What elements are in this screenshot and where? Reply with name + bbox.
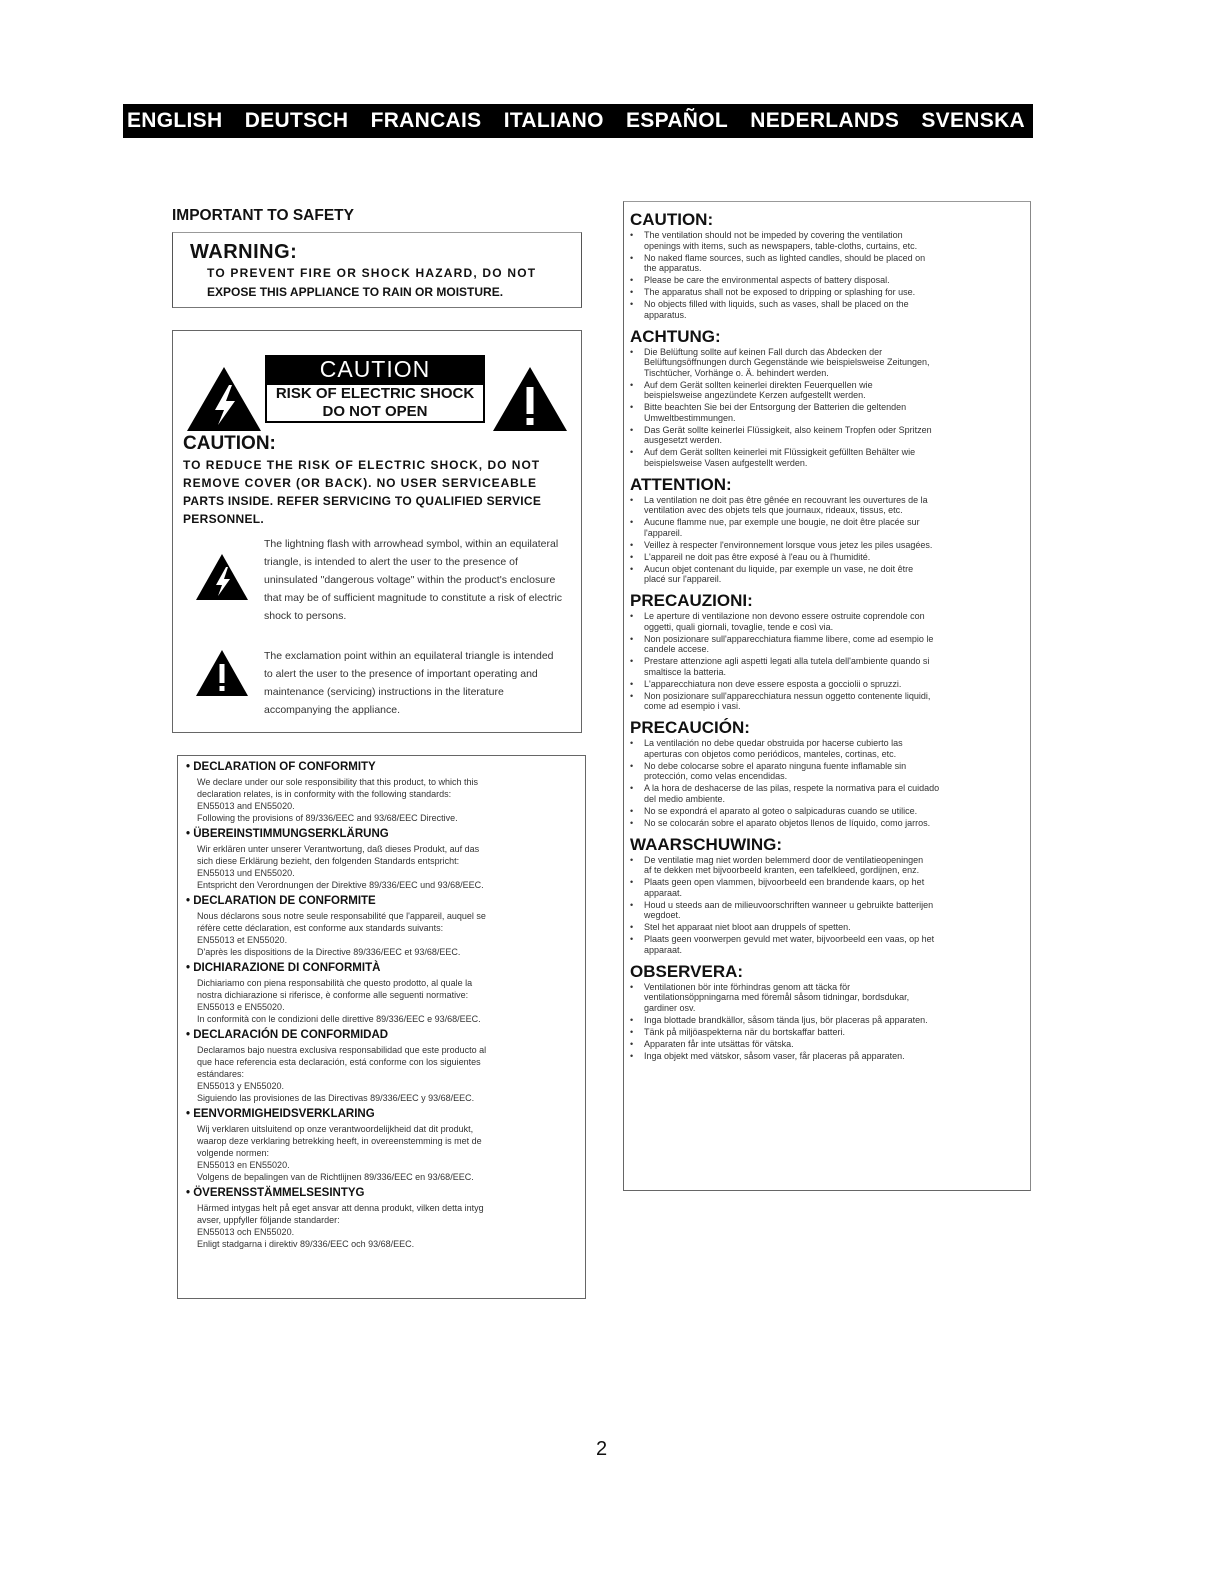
exclamation-triangle-icon [491,365,569,433]
precaution-item-line: Aucune flamme nue, par exemple une bougie, ne doit être placée sur [644,517,920,527]
bullet-icon: • [630,379,634,390]
precaution-item [630,495,1025,516]
declaration-text-line: Volgens de bepalingen van de Richtlijnen 89/336/EEC en 93/68/EEC. [197,1172,474,1182]
bullet-icon: • [630,447,634,457]
precaution-item-line: protección, como velas encendidas. [644,771,788,781]
declaration-text-line: waarop deze verklaring betrekking heeft, in overeenstemming is met de [197,1136,482,1146]
precaution-item [630,1027,1025,1038]
precaution-item-line: No naked flame sources, such as lighted candles, should be placed on [644,252,926,263]
bullet-icon: • [630,877,634,887]
precaution-item-line: l'appareil. [644,527,683,538]
precaution-item [630,425,1025,446]
precaution-item-line: come ad esempio i vasi. [644,701,741,711]
precaution-item-line: placé sur l'appareil. [644,574,722,584]
declaration-text-line: estándares: [197,1069,245,1079]
bullet-icon: • [630,299,634,309]
warning-title: WARNING: [190,241,298,263]
precaution-item-line: af te dekken met bijvoorbeeld kranten, een tafelkleed, gordijnen, enz. [644,865,920,875]
precaution-title: CAUTION: [630,210,714,229]
precaution-item-line: The ventilation should not be impeded by covering the ventilation [644,230,903,240]
bullet-icon: • [630,252,634,263]
declaration-text-line: D'après les dispositions de la Directive 89/336/EEC et 93/68/EEC. [197,947,461,957]
bullet-icon: • [630,563,634,574]
bullet-icon: • [630,981,634,992]
declaration-text-line: Following the provisions of 89/336/EEC and 93/68/EEC Directive. [197,813,458,823]
declaration-text-line: We declare under our sole responsibility that this product, to which this [197,777,478,787]
precaution-item [630,806,1025,817]
safety-heading: IMPORTANT TO SAFETY [172,207,354,224]
precaution-item-line: The apparatus shall not be exposed to dripping or splashing for use. [644,287,916,297]
declaration-text-line: Wir erklären unter unserer Verantwortung, daß dieses Produkt, auf das [197,844,480,854]
precaution-item [630,634,1025,655]
caution-line-3: PARTS INSIDE. REFER SERVICING TO QUALIFIED SERVICE [183,494,542,508]
declaration-heading: • EENVORMIGHEIDSVERKLARING [186,1108,375,1120]
precaution-item-line: Belüftungsöffnungen durch Gegenstände wie beispielsweise Zeitungen, [644,357,930,367]
lang-italiano: ITALIANO [503,109,604,132]
bullet-icon: • [630,922,634,932]
precaution-title: WAARSCHUWING: [630,834,783,854]
precaution-item [630,253,1025,274]
precaution-item-line: No objects filled with liquids, such as vases, shall be placed on the [644,299,909,309]
exclamation-description: The exclamation point within an equilateral triangle is intended to alert the user to the presence of important operating and maintenance (servicing) instructions in the literature accompanying the appliance. [264,650,554,716]
precaution-item [630,656,1025,677]
precaution-item [630,275,1025,286]
bullet-icon: • [630,1014,634,1025]
bullet-icon: • [630,551,634,562]
precaution-item-line: La ventilation ne doit pas être gênée en recouvrant les ouvertures de la [644,494,928,505]
lang-nederlands: NEDERLANDS [750,109,900,132]
warning-line-1: TO PREVENT FIRE OR SHOCK HAZARD, DO NOT [207,266,537,280]
declaration-text-line: EN55013 und EN55020. [197,868,295,878]
declaration-text-line: Declaramos bajo nuestra exclusiva responsabilidad que este producto al [197,1045,487,1055]
warning-line-2: EXPOSE THIS APPLIANCE TO RAIN OR MOISTURE. [207,285,504,299]
bullet-icon: • [630,817,634,828]
declaration-text-line: nostra dichiarazione si riferisce, è conforme alle seguenti normative: [197,990,469,1000]
page-number: 2 [596,1438,608,1460]
declaration-text-line: EN55013 en EN55020. [197,1160,290,1170]
precaution-item-line: Tänk på miljöaspekterna när du bortskaffar batteri. [644,1026,845,1037]
precaution-item [630,552,1025,563]
precaution-item [630,447,1025,468]
precaution-item-line: Plaats geen open vlammen, bijvoorbeeld een brandende kaars, op het [644,877,925,887]
precaution-item-line: Veillez à respecter l'environnement lorsque vous jetez les piles usagées. [644,539,933,550]
precaution-item [630,934,1025,955]
declaration-text-line: que hace referencia esta declaración, está conforme con los siguientes [197,1057,481,1067]
precaution-item [630,380,1025,401]
bullet-icon: • [630,934,634,944]
bullet-icon: • [630,424,634,435]
precaution-item [630,922,1025,933]
declaration-heading: • DICHIARAZIONE DI CONFORMITÀ [186,962,381,974]
precaution-item [630,877,1025,898]
bullet-icon: • [630,346,634,357]
precaution-item [630,402,1025,423]
precaution-title: OBSERVERA: [630,961,744,981]
declaration-text-line: Siguiendo las provisiones de las Directivas 89/336/EEC y 93/68/EEC. [197,1093,475,1103]
declaration-text-line: Nous déclarons sous notre seule responsabilité que l'appareil, auquel se [197,911,486,921]
bullet-icon: • [630,1026,634,1037]
bullet-icon: • [630,517,634,527]
declaration-box [177,755,586,1299]
precaution-item-line: L'appareil ne doit pas être exposé à l'eau ou à l'humidité. [644,551,871,562]
declaration-text-line: In conformità con le condizioni delle direttive 89/336/EEC e 93/68/EEC. [197,1014,481,1024]
declaration-text-line: Dichiariamo con piena responsabilità che questo prodotto, al quale la [197,978,473,988]
caution-label-risk [265,383,485,423]
bullet-icon: • [630,854,634,865]
precaution-item-line: openings with items, such as newspapers, table-cloths, curtains, etc. [644,240,918,251]
precaution-item-line: ausgesetzt werden. [644,435,723,445]
precaution-item-line: the apparatus. [644,263,702,273]
bullet-icon: • [630,690,634,701]
precaution-item-line: Non posizionare sull'apparecchiatura fiamme libere, come ad esempio le [644,633,934,644]
declaration-text-line: sich diese Erklärung bezieht, den folgenden Standards entspricht: [197,856,460,866]
precaution-item-line: Le aperture di ventilazione non devono essere ostruite coprendole con [644,611,925,621]
caution-label-title: CAUTION [265,355,485,383]
bullet-icon: • [630,611,634,621]
caution-box [172,330,582,733]
precaution-item-line: Stel het apparaat niet bloot aan druppels of spetten. [644,922,851,932]
precaution-item-line: Houd u steeds aan de milieuvoorschriften wanneer u gebruikte batterijen [644,899,934,910]
precaution-item-line: Apparaten får inte utsättas för vätska. [644,1038,794,1049]
declaration-text-line: EN55013 et EN55020. [197,935,288,945]
precaution-item-line: wegdoet. [644,910,681,920]
precaution-item [630,517,1025,538]
precaution-item [630,540,1025,551]
precaution-item [630,900,1025,921]
precaution-title: ACHTUNG: [630,326,721,346]
declaration-text-line: EN55013 and EN55020. [197,801,295,811]
precaution-item-line: smaltisce la batteria. [644,666,727,677]
lang-francais: FRANCAIS [370,109,482,132]
bullet-icon: • [630,805,634,816]
precaution-item [630,299,1025,320]
precaution-item-line: Aucun objet contenant du liquide, par exemple un vase, ne doit être [644,563,914,574]
lightning-triangle-icon [185,365,263,433]
precaution-item-line: apparaat. [644,944,683,955]
bullet-icon: • [630,1038,634,1049]
bullet-icon: • [630,402,634,412]
precaution-item [630,982,1025,1014]
precaution-title: ATTENTION: [630,474,732,494]
bullet-icon: • [630,783,634,793]
precaution-item-line: Plaats geen voorwerpen gevuld met water, bijvoorbeeld een vaas, op het [644,934,935,944]
precaution-item-line: A la hora de deshacerse de las pilas, respete la normativa para el cuidado [644,783,940,793]
precaution-item [630,230,1025,251]
declaration-heading: • ÜBEREINSTIMMUNGSERKLÄRUNG [186,828,389,840]
declaration-text-line: Wij verklaren uitsluitend op onze verantwoordelijkheid dat dit produkt, [197,1124,474,1134]
precaution-item-line: Das Gerät sollte keinerlei Flüssigkeit, also keinem Tropfen oder Spritzen [644,424,932,435]
precaution-item [630,691,1025,712]
precaution-title: PRECAUCIÓN: [630,718,750,737]
exclamation-symbol-icon [195,649,249,697]
lightning-description: The lightning flash with arrowhead symbol, within an equilateral triangle, is intended to alert the user to the presence of uninsulated "dangerous voltage" within the product's enclosure that may be of sufficient magnitude to constitute a risk of electric shock to persons. [264,538,563,622]
declaration-text-line: Entspricht den Verordnungen der Direktive 89/336/EEC und 93/68/EEC. [197,880,484,890]
precaution-item [630,855,1025,876]
precaution-item-line: oggetti, quali giornali, tovaglie, tende e così via. [644,621,834,632]
declaration-heading: • DECLARATION OF CONFORMITY [186,761,376,773]
declaration-heading: • ÖVERENSSTÄMMELSESINTYG [186,1187,365,1199]
declaration-text-line: EN55013 e EN55020. [197,1002,285,1012]
precaution-item [630,1015,1025,1026]
precaution-item-line: beispielsweise angezündete Kerzen aufgestellt werden. [644,390,866,400]
risk-line-1: RISK OF ELECTRIC SHOCK [275,385,475,402]
bullet-icon: • [630,539,634,550]
precaution-item-line: Inga blottade brandkällor, såsom tända ljus, bör placeras på apparaten. [644,1014,928,1025]
caution-title: CAUTION: [183,433,276,454]
precaution-item-line: L'apparecchiatura non deve essere esposta a gocciolii o spruzzi. [644,678,902,689]
precaution-item [630,1051,1025,1062]
declaration-heading: • DECLARATION DE CONFORMITE [186,895,376,907]
bullet-icon: • [630,275,634,285]
caution-line-1: TO REDUCE THE RISK OF ELECTRIC SHOCK, DO NOT [183,458,541,472]
precaution-item [630,679,1025,690]
precaution-item-line: Prestare attenzione agli aspetti legati alla tutela dell'ambiente quando si [644,656,930,666]
precaution-item-line: No debe colocarse sobre el aparato ninguna fuente inflamable sin [644,760,907,771]
bullet-icon: • [630,678,634,689]
precaution-item-line: candele accese. [644,644,710,654]
caution-line-2: REMOVE COVER (OR BACK). NO USER SERVICEABLE [183,476,537,490]
declaration-text-line: avser, uppfyller följande standarder: [197,1215,340,1225]
bullet-icon: • [630,494,634,505]
precaution-item-line: De ventilatie mag niet worden belemmerd door de ventilatieopeningen [644,854,924,865]
precaution-item-line: aperturas con objetos como periódicos, manteles, cortinas, etc. [644,748,897,759]
warning-box [172,232,582,308]
precaution-item [630,564,1025,585]
bullet-icon: • [630,760,634,771]
precaution-item [630,738,1025,759]
lightning-symbol-icon [195,553,249,601]
precaution-title: PRECAUZIONI: [630,591,753,610]
precaution-item [630,347,1025,379]
precaution-item [630,611,1025,632]
precaution-item-line: ventilationsöppningarna med föremål såsom tidningar, bordsdukar, [644,992,910,1002]
precaution-item-line: No se expondrá el aparato al goteo o salpicaduras cuando se utilice. [644,805,918,816]
precaution-item-line: Auf dem Gerät sollten keinerlei mit Flüssigkeit gefüllten Behälter wie [644,447,916,457]
precaution-item-line: del medio ambiente. [644,793,726,804]
precaution-item [630,761,1025,782]
precaution-item-line: Bitte beachten Sie bei der Entsorgung der Batterien die geltenden [644,402,907,412]
precaution-item-line: ventilation avec des objets tels que journaux, rideaux, tissus, etc. [644,505,903,515]
bullet-icon: • [630,656,634,666]
bullet-icon: • [630,738,634,748]
bullet-icon: • [630,633,634,644]
declaration-text-line: volgende normen: [197,1148,270,1158]
risk-line-2: DO NOT OPEN [322,403,428,420]
declaration-text-line: réfère cette déclaration, est conforme aux standards suivants: [197,923,444,933]
precaution-item-line: La ventilación no debe quedar obstruida por hacerse cubierto las [644,738,903,748]
declaration-heading: • DECLARACIÓN DE CONFORMIDAD [186,1029,389,1041]
caution-line-4: PERSONNEL. [183,512,265,526]
precaution-item-line: Inga objekt med vätskor, såsom vaser, får placeras på apparaten. [644,1050,905,1061]
lang-english: ENGLISH [127,109,223,132]
bullet-icon: • [630,230,634,240]
precaution-item-line: Umweltbestimmungen. [644,412,736,423]
precaution-item-line: Please be care the environmental aspects of battery disposal. [644,275,890,285]
precaution-item-line: apparaat. [644,887,683,898]
precaution-item-line: Die Belüftung sollte auf keinen Fall durch das Abdecken der [644,346,883,357]
precaution-item [630,287,1025,298]
precaution-item-line: beispielsweise Vasen aufgestellt werden. [644,457,808,468]
precaution-item-line: apparatus. [644,309,687,320]
declaration-text-line: Enligt stadgarna i direktiv 89/336/EEC och 93/68/EEC. [197,1239,415,1249]
bullet-icon: • [630,287,634,297]
precaution-item-line: Auf dem Gerät sollten keinerlei direkten Feuerquellen wie [644,379,873,390]
lang-espanol: ESPAÑOL [625,109,729,132]
precaution-item-line: Ventilationen bör inte förhindras genom att täcka för [644,981,851,992]
safety-precautions-box [623,201,1031,1191]
precaution-item [630,818,1025,829]
bullet-icon: • [630,1050,634,1061]
precaution-item-line: gardiner osv. [644,1002,696,1013]
lang-svenska: SVENSKA [921,109,1025,132]
declaration-text-line: EN55013 y EN55020. [197,1081,285,1091]
declaration-text-line: Härmed intygas helt på eget ansvar att denna produkt, vilken detta intyg [197,1203,484,1213]
language-bar [123,104,1033,138]
precaution-item [630,1039,1025,1050]
declaration-text-line: declaration relates, is in conformity with the following standards: [197,789,452,799]
declaration-text-line: EN55013 och EN55020. [197,1227,295,1237]
bullet-icon: • [630,899,634,910]
precaution-item [630,783,1025,804]
precaution-item-line: Tischtücher, Vorhänge o. Ä. behindert werden. [644,367,829,378]
lang-deutsch: DEUTSCH [244,109,349,132]
precaution-item-line: Non posizionare sull'apparecchiatura nessun oggetto contenente liquidi, [644,690,931,701]
precaution-item-line: No se colocarán sobre el aparato objetos llenos de líquido, como jarros. [644,817,931,828]
